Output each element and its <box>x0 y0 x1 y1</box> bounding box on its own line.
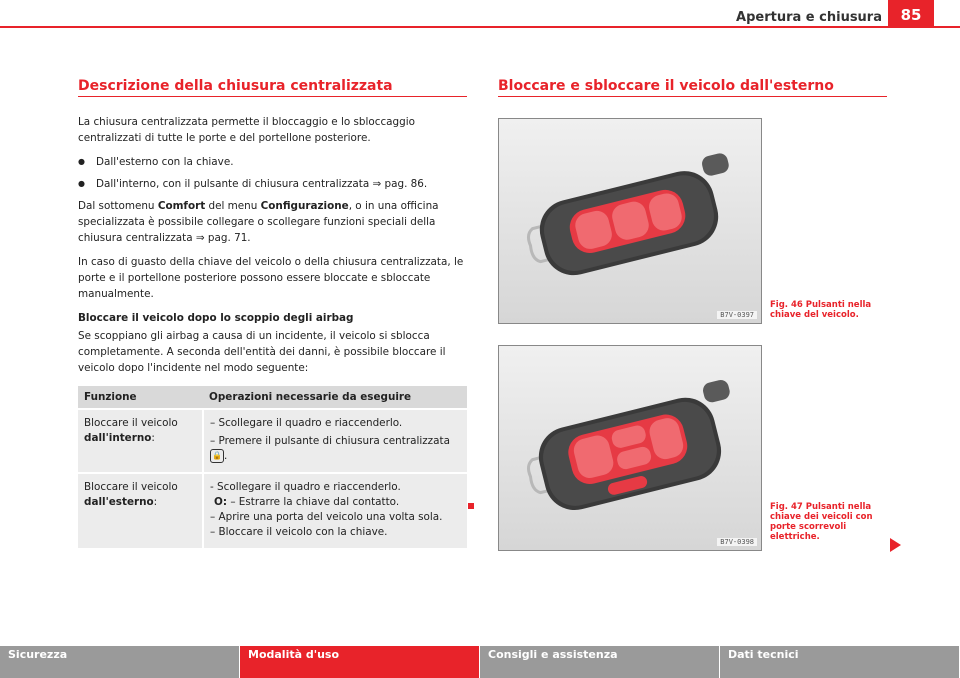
step-text: – Scollegare il quadro e riaccenderlo. <box>210 417 403 429</box>
section-end-marker <box>468 503 474 509</box>
figure-47 <box>498 345 762 551</box>
footer-nav <box>0 646 960 678</box>
bullet-item: ● Dall'esterno con la chiave. <box>78 154 470 170</box>
or-label: O: <box>214 496 227 508</box>
cell-colon: : <box>153 496 158 508</box>
table-row <box>78 473 467 548</box>
cell-bold: dall'interno <box>84 432 152 444</box>
paragraph-airbag: Se scoppiano gli airbag a causa di un incidente, il veicolo si sblocca completamente. A seconda dell'entità dei danni, è possibile bloccare il veicolo dopo l'incidente nel modo seguente: <box>78 330 446 374</box>
footer-tab-modalita-uso[interactable]: Modalità d'uso <box>240 646 480 678</box>
figure-code: B7V-0398 <box>717 538 757 546</box>
menu-comfort: Comfort <box>157 200 206 212</box>
step-text: – Bloccare il veicolo con la chiave. <box>210 526 388 538</box>
footer-tab-dati-tecnici[interactable]: Dati tecnici <box>720 646 960 678</box>
menu-configurazione: Configurazione <box>260 200 349 212</box>
footer-tab-consigli[interactable]: Consigli e assistenza <box>480 646 720 678</box>
page-number: 85 <box>888 0 934 28</box>
text-span: Dal sottomenu <box>78 200 158 212</box>
procedure-table <box>78 386 467 548</box>
section-rule-left <box>78 96 467 97</box>
table-row <box>78 409 467 473</box>
step-text: – Aprire una porta del veicolo una volta sola. <box>210 511 443 523</box>
figure-46-caption: Fig. 46 Pulsanti nella chiave del veicolo. <box>770 300 872 320</box>
figure-47-caption: Fig. 47 Pulsanti nella chiave dei veicoli con porte scorrevoli elettriche. <box>770 502 873 542</box>
car-key-image <box>499 119 761 323</box>
step-text: - Scollegare il quadro e riaccenderlo. <box>210 481 401 493</box>
step-text: – Premere il pulsante di chiusura centralizzata <box>210 435 450 447</box>
table-cell-steps <box>203 409 467 473</box>
step-line: – Premere il pulsante di chiusura centralizzata 🔒 . <box>210 435 450 462</box>
intro-paragraph: La chiusura centralizzata permette il bloccaggio e lo sbloccaggio centralizzati di tutte le porte e del portellone posteriore. <box>78 116 415 144</box>
table-header-row <box>78 386 467 409</box>
table-cell-steps <box>203 473 467 548</box>
text-span: del menu <box>205 200 261 212</box>
left-text-column <box>78 114 470 384</box>
footer-tab-sicurezza[interactable]: Sicurezza <box>0 646 240 678</box>
section-heading-right: Bloccare e sbloccare il veicolo dall'esterno <box>498 78 834 94</box>
airbag-subheading: Bloccare il veicolo dopo lo scoppio degli airbag <box>78 312 354 324</box>
cell-text <box>84 495 196 510</box>
page-header-title: Apertura e chiusura <box>736 10 882 25</box>
bullet-item: ● Dall'interno, con il pulsante di chiusura centralizzata ⇒ pag. 86. <box>78 176 470 192</box>
text-span: , o in una officina specializzata è possibile collegare o scollegare funzioni speciali della chiusura centralizzata ⇒ pag. 71. <box>78 200 439 244</box>
next-page-arrow-icon[interactable] <box>890 538 901 552</box>
cell-text: Bloccare il veicolo <box>84 417 178 429</box>
central-lock-icon: 🔒 <box>210 449 224 463</box>
cell-text <box>84 431 196 446</box>
section-heading-left: Descrizione della chiusura centralizzata <box>78 78 393 94</box>
car-key-sliding-doors-image <box>499 346 761 550</box>
figure-46 <box>498 118 762 324</box>
top-rule <box>0 26 960 28</box>
step-line <box>210 495 461 510</box>
cell-text: Bloccare il veicolo <box>84 481 178 493</box>
step-text: – Estrarre la chiave dal contatto. <box>230 496 400 508</box>
paragraph-manual: In caso di guasto della chiave del veicolo o della chiusura centralizzata, le porte e il portellone posteriore possono essere bloccate e sbloccate manualmente. <box>78 256 464 300</box>
cell-bold: dall'esterno <box>84 496 154 508</box>
table-cell-function <box>78 473 203 548</box>
section-rule-right <box>498 96 887 97</box>
cell-colon: : <box>151 432 155 444</box>
table-header-cell: Funzione <box>78 386 203 409</box>
paragraph-config <box>78 198 470 246</box>
table-header-cell: Operazioni necessarie da eseguire <box>203 386 467 409</box>
figure-code: B7V-0397 <box>717 311 757 319</box>
table-cell-function <box>78 409 203 473</box>
